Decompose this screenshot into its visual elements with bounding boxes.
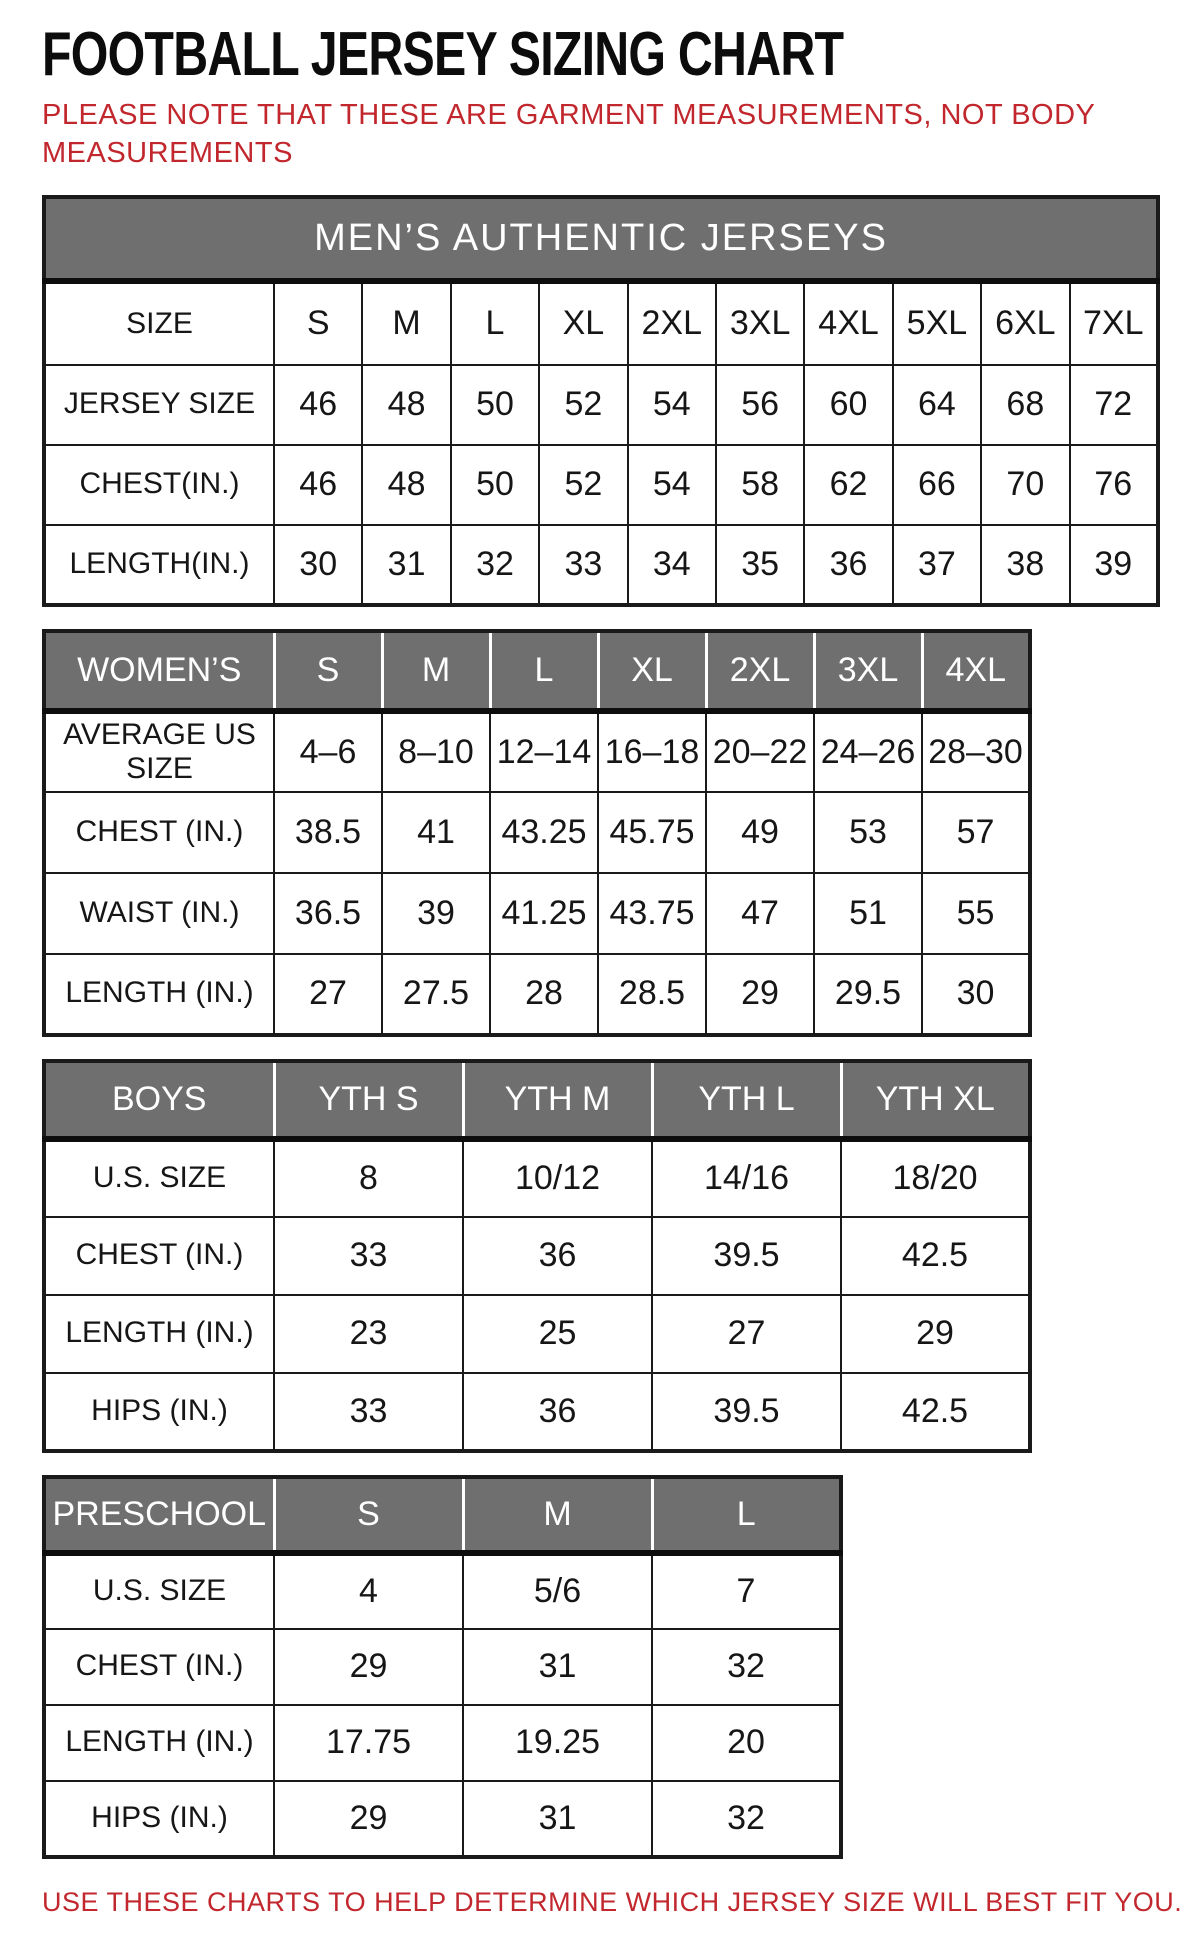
value-cell: 34 [628,525,716,605]
value-cell: 28–30 [922,711,1030,792]
value-cell: 43.75 [598,873,706,954]
table-row [44,365,1158,445]
header-cell: 3XL [814,631,922,711]
header-label-cell: BOYS [44,1061,274,1139]
value-cell: 14/16 [652,1139,841,1217]
value-cell: 29.5 [814,954,922,1035]
row-label-cell: CHEST (IN.) [44,1217,274,1295]
value-cell: 29 [706,954,814,1035]
value-cell: 68 [981,365,1069,445]
value-cell: 50 [451,365,539,445]
value-cell: 46 [274,445,362,525]
table-row [44,792,1030,873]
value-cell: 24–26 [814,711,922,792]
table-row [44,954,1030,1035]
header-cell: L [490,631,598,711]
header-cell: S [274,631,382,711]
value-cell: 39 [382,873,490,954]
value-cell: 54 [628,365,716,445]
value-cell: 66 [893,445,981,525]
value-cell: 10/12 [463,1139,652,1217]
header-label-cell: WOMEN’S [44,631,274,711]
value-cell: 57 [922,792,1030,873]
value-cell: 18/20 [841,1139,1030,1217]
value-cell: 72 [1070,365,1158,445]
value-cell: 37 [893,525,981,605]
value-cell: 70 [981,445,1069,525]
value-cell: 25 [463,1295,652,1373]
header-cell: L [451,281,539,365]
page-title: FOOTBALL JERSEY SIZING CHART [42,20,844,89]
value-cell: 50 [451,445,539,525]
value-cell: 12–14 [490,711,598,792]
value-cell: 31 [463,1629,652,1705]
header-cell: YTH L [652,1061,841,1139]
value-cell: 39.5 [652,1373,841,1451]
header-cell: YTH S [274,1061,463,1139]
value-cell: 41 [382,792,490,873]
value-cell: 17.75 [274,1705,463,1781]
table-row [44,1139,1030,1217]
value-cell: 41.25 [490,873,598,954]
value-cell: 8 [274,1139,463,1217]
header-cell: S [274,281,362,365]
value-cell: 39.5 [652,1217,841,1295]
value-cell: 32 [652,1781,841,1857]
value-cell: 27 [652,1295,841,1373]
header-cell: 3XL [716,281,804,365]
row-label-cell: HIPS (IN.) [44,1781,274,1857]
mens-authentic-jerseys-table [42,195,1160,607]
table-row [44,1553,841,1629]
row-label-cell: U.S. SIZE [44,1139,274,1217]
row-label-cell: CHEST (IN.) [44,1629,274,1705]
table-row [44,1217,1030,1295]
value-cell: 48 [362,445,450,525]
value-cell: 47 [706,873,814,954]
table-row [44,711,1030,792]
value-cell: 45.75 [598,792,706,873]
table-banner: MEN’S AUTHENTIC JERSEYS [44,197,1158,281]
row-label-cell: CHEST (IN.) [44,792,274,873]
value-cell: 20 [652,1705,841,1781]
row-label-cell: LENGTH (IN.) [44,954,274,1035]
value-cell: 39 [1070,525,1158,605]
value-cell: 43.25 [490,792,598,873]
table-row [44,1629,841,1705]
table-row [44,1781,841,1857]
value-cell: 55 [922,873,1030,954]
header-cell: 5XL [893,281,981,365]
value-cell: 5/6 [463,1553,652,1629]
row-label-cell: AVERAGE US SIZE [44,711,274,792]
value-cell: 30 [274,525,362,605]
value-cell: 16–18 [598,711,706,792]
header-cell: M [463,1477,652,1553]
header-cell: YTH M [463,1061,652,1139]
row-label-cell: JERSEY SIZE [44,365,274,445]
value-cell: 64 [893,365,981,445]
value-cell: 32 [451,525,539,605]
header-cell: 2XL [628,281,716,365]
value-cell: 4–6 [274,711,382,792]
table-row [44,525,1158,605]
value-cell: 32 [652,1629,841,1705]
value-cell: 28 [490,954,598,1035]
value-cell: 51 [814,873,922,954]
value-cell: 52 [539,365,627,445]
value-cell: 42.5 [841,1373,1030,1451]
value-cell: 31 [362,525,450,605]
header-label-cell: SIZE [44,281,274,365]
row-label-cell: LENGTH (IN.) [44,1705,274,1781]
row-label-cell: LENGTH(IN.) [44,525,274,605]
value-cell: 23 [274,1295,463,1373]
value-cell: 36 [804,525,892,605]
value-cell: 33 [274,1217,463,1295]
value-cell: 36.5 [274,873,382,954]
row-label-cell: CHEST(IN.) [44,445,274,525]
value-cell: 36 [463,1217,652,1295]
preschool-sizing-table [42,1475,843,1859]
value-cell: 58 [716,445,804,525]
boys-sizing-table [42,1059,1032,1453]
value-cell: 38.5 [274,792,382,873]
value-cell: 38 [981,525,1069,605]
row-label-cell: HIPS (IN.) [44,1373,274,1451]
value-cell: 33 [539,525,627,605]
header-cell: L [652,1477,841,1553]
value-cell: 60 [804,365,892,445]
header-cell: 7XL [1070,281,1158,365]
value-cell: 46 [274,365,362,445]
table-row [44,1373,1030,1451]
value-cell: 54 [628,445,716,525]
page-subtitle: PLEASE NOTE THAT THESE ARE GARMENT MEASUREMENTS, NOT BODY MEASUREMENTS [42,99,1095,170]
row-label-cell: WAIST (IN.) [44,873,274,954]
value-cell: 31 [463,1781,652,1857]
value-cell: 76 [1070,445,1158,525]
value-cell: 62 [804,445,892,525]
value-cell: 33 [274,1373,463,1451]
value-cell: 29 [274,1781,463,1857]
header-cell: 6XL [981,281,1069,365]
value-cell: 53 [814,792,922,873]
row-label-cell: U.S. SIZE [44,1553,274,1629]
value-cell: 52 [539,445,627,525]
header-cell: XL [598,631,706,711]
value-cell: 29 [274,1629,463,1705]
table-row [44,873,1030,954]
value-cell: 35 [716,525,804,605]
value-cell: 28.5 [598,954,706,1035]
value-cell: 36 [463,1373,652,1451]
header-cell: M [362,281,450,365]
value-cell: 27 [274,954,382,1035]
footer-note: USE THESE CHARTS TO HELP DETERMINE WHICH JERSEY SIZE WILL BEST FIT YOU. [42,1886,1183,1917]
value-cell: 19.25 [463,1705,652,1781]
header-cell: XL [539,281,627,365]
value-cell: 27.5 [382,954,490,1035]
header-label-cell: PRESCHOOL [44,1477,274,1553]
header-cell: 4XL [922,631,1030,711]
header-cell: 4XL [804,281,892,365]
row-label-cell: LENGTH (IN.) [44,1295,274,1373]
value-cell: 48 [362,365,450,445]
value-cell: 7 [652,1553,841,1629]
value-cell: 56 [716,365,804,445]
value-cell: 30 [922,954,1030,1035]
value-cell: 8–10 [382,711,490,792]
value-cell: 49 [706,792,814,873]
header-cell: 2XL [706,631,814,711]
header-cell: YTH XL [841,1061,1030,1139]
header-cell: S [274,1477,463,1553]
womens-sizing-table [42,629,1032,1037]
value-cell: 42.5 [841,1217,1030,1295]
table-row [44,1295,1030,1373]
table-row [44,445,1158,525]
header-cell: M [382,631,490,711]
value-cell: 20–22 [706,711,814,792]
value-cell: 29 [841,1295,1030,1373]
table-row [44,1705,841,1781]
value-cell: 4 [274,1553,463,1629]
